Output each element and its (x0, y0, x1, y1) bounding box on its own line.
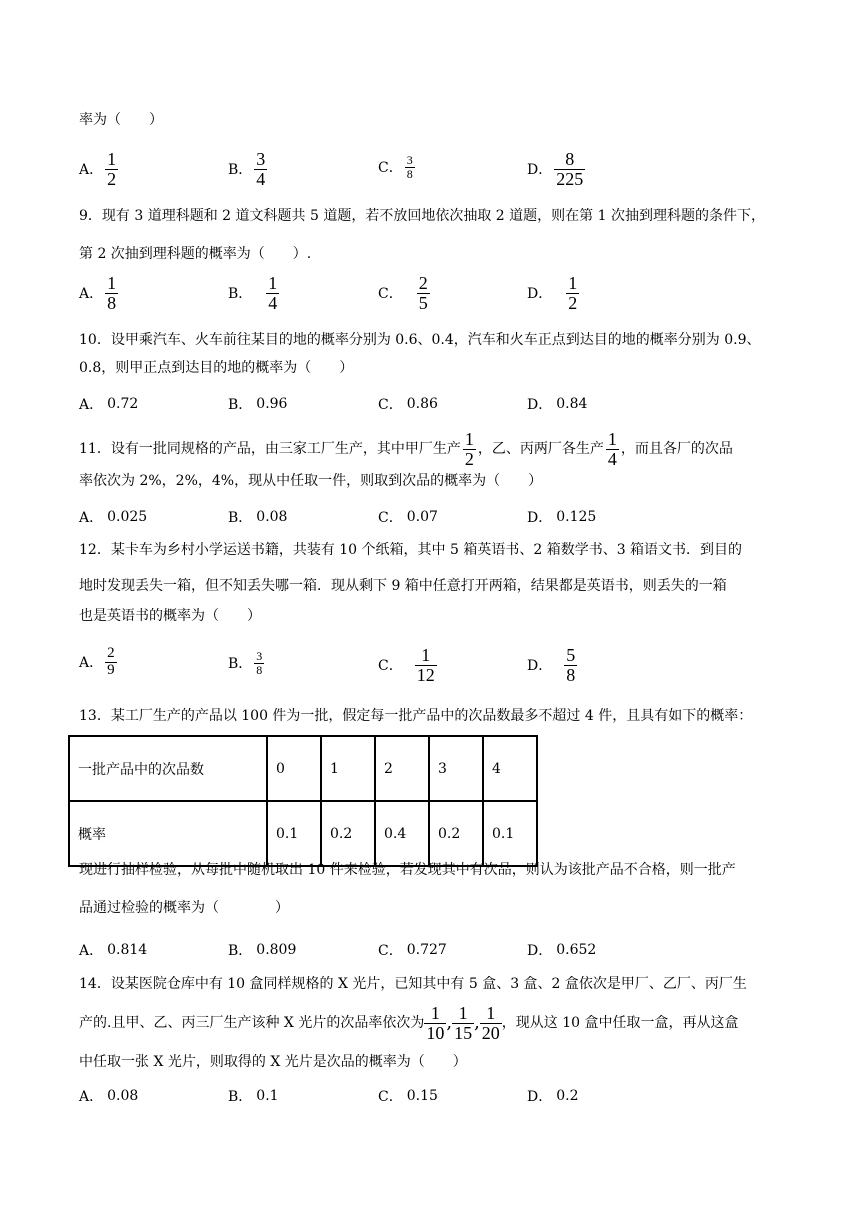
table-cell: 1 (321, 736, 375, 801)
table-cell: 0 (267, 736, 321, 801)
option-value: 0.652 (556, 942, 597, 958)
q13-stem-line3: 品通过检验的概率为（ ） (79, 900, 289, 916)
fraction: $\frac{1}{8}$ (107, 273, 117, 313)
q14-stem-line1: 14．设某医院仓库中有 10 盒同样规格的 X 光片，已知其中有 5 盒、3 盒、2 盒依次是甲厂、乙厂、丙厂生 (79, 976, 747, 992)
q13-option-c[interactable] (378, 940, 447, 960)
q9-option-d[interactable] (527, 274, 581, 313)
q8-tail: 率为（ ） (79, 112, 163, 128)
option-label: B． (228, 397, 253, 413)
fraction: $\frac{1}{10}$ (426, 1003, 445, 1043)
table-row (69, 736, 537, 801)
fraction: $\frac{2}{9}$ (107, 645, 115, 678)
fraction: $\frac{1}{2}$ (107, 149, 117, 189)
text: , (474, 1012, 480, 1034)
q9-stem-line2: 第 2 次抽到理科题的概率为（ ）. (79, 246, 312, 262)
option-label: A． (79, 943, 104, 959)
q13-stem-line1: 13．某工厂生产的产品以 100 件为一批，假定每一批产品中的次品数最多不超过 4 件，且具有如下的概率： (79, 708, 753, 724)
q12-stem-line3: 也是英语书的概率为（ ） (79, 608, 261, 624)
option-value: 0.86 (406, 396, 438, 412)
table-cell: 3 (429, 736, 483, 801)
q11-option-c[interactable] (378, 507, 438, 527)
q9-option-a[interactable] (79, 274, 120, 313)
text: , (446, 1012, 453, 1034)
option-value: 0.72 (107, 396, 139, 412)
option-label: C． (378, 510, 403, 526)
option-value: 0.07 (406, 509, 438, 525)
option-label: C． (378, 943, 403, 959)
option-label: D． (527, 943, 553, 959)
q11-option-d[interactable] (527, 507, 596, 527)
option-label: A． (79, 1089, 104, 1105)
option-label: D． (527, 397, 553, 413)
table-cell: 0.4 (375, 801, 429, 866)
option-label: A． (79, 655, 104, 672)
option-value: 0.025 (107, 509, 148, 525)
q14-option-d[interactable] (527, 1086, 579, 1106)
q11-option-a[interactable] (79, 507, 147, 527)
text: ，而且各厂的次品 (620, 441, 733, 458)
q10-stem-line2: 0.8，则甲正点到达目的地的概率为（ ） (79, 360, 354, 376)
q10-option-c[interactable] (378, 394, 438, 414)
q14-stem-line3: 中任取一张 X 光片，则取得的 X 光片是次品的概率为（ ） (79, 1054, 467, 1070)
option-label: B． (228, 656, 253, 673)
q8-option-a[interactable] (79, 150, 120, 189)
option-label: C． (378, 397, 403, 413)
option-label: B． (228, 510, 253, 526)
q12-stem-line1: 12．某卡车为乡村小学运送书籍，共装有 10 个纸箱，其中 5 箱英语书、2 箱数学书、3 箱语文书．到目的 (79, 542, 743, 558)
q12-option-d[interactable] (527, 646, 579, 685)
text: ，乙、丙两厂各生产 (477, 441, 604, 458)
q13-option-a[interactable] (79, 940, 147, 960)
q9-option-b[interactable] (228, 274, 281, 313)
q12-option-a[interactable] (79, 646, 119, 679)
fraction: $\frac{3}{8}$ (256, 649, 263, 677)
fraction: $\frac{2}{5}$ (418, 273, 428, 313)
option-value: 0.1 (256, 1088, 279, 1104)
q14-option-c[interactable] (378, 1086, 438, 1106)
table-cell: 0.2 (429, 801, 483, 866)
table-row (69, 801, 537, 866)
table-row-header: 概率 (69, 801, 267, 866)
fraction: $\frac{1}{4}$ (607, 429, 617, 469)
option-label: C． (378, 286, 403, 303)
q11-stem-line2: 率依次为 2%，2%，4%，现从中任取一件，则取到次品的概率为（ ） (79, 473, 543, 489)
table-cell: 0.2 (321, 801, 375, 866)
table-cell: 0.1 (483, 801, 537, 866)
fraction: $\frac{1}{2}$ (568, 273, 578, 313)
q12-option-c[interactable] (378, 646, 439, 685)
fraction: $\frac{5}{8}$ (566, 645, 576, 685)
option-value: 0.15 (406, 1088, 438, 1104)
q12-option-b[interactable] (228, 650, 266, 676)
option-label: D． (527, 286, 553, 303)
fraction: $\frac{1}{15}$ (454, 1003, 473, 1043)
option-label: B． (228, 943, 253, 959)
q9-stem-line1: 9．现有 3 道理科题和 2 道文科题共 5 道题，若不放回地依次抽取 2 道题，则在第 1 次抽到理科题的条件下， (79, 208, 765, 224)
option-label: A． (79, 162, 104, 179)
option-value: 0.2 (556, 1088, 579, 1104)
option-label: C． (378, 160, 403, 177)
q14-stem-line2 (79, 1004, 739, 1043)
q8-option-d[interactable] (527, 150, 587, 189)
option-label: D． (527, 658, 553, 675)
q10-option-d[interactable] (527, 394, 587, 414)
option-label: B． (228, 286, 253, 303)
q13-option-b[interactable] (228, 940, 296, 960)
fraction: $\frac{1}{2}$ (464, 429, 474, 469)
option-label: C． (378, 1089, 403, 1105)
text: 产的.且甲、乙、丙三厂生产该种 X 光片的次品率依次为 (79, 1015, 425, 1032)
q8-option-c[interactable] (378, 154, 417, 180)
option-value: 0.814 (107, 942, 148, 958)
q9-option-c[interactable] (378, 274, 432, 313)
option-value: 0.809 (256, 942, 297, 958)
q8-option-b[interactable] (228, 150, 269, 189)
option-value: 0.08 (256, 509, 288, 525)
q11-stem-line1 (79, 430, 733, 469)
fraction: $\frac{3}{4}$ (256, 149, 266, 189)
fraction: $\frac{8}{225}$ (556, 149, 584, 189)
table-cell: 2 (375, 736, 429, 801)
option-label: B． (228, 162, 253, 179)
q13-option-d[interactable] (527, 940, 596, 960)
option-label: A． (79, 286, 104, 303)
probability-table (68, 735, 538, 867)
option-value: 0.08 (107, 1088, 139, 1104)
text: ，现从这 10 盒中任取一盒，再从这盒 (501, 1015, 739, 1032)
q10-option-a[interactable] (79, 394, 138, 414)
q11-option-b[interactable] (228, 507, 287, 527)
q10-stem-line1: 10．设甲乘汽车、火车前往某目的地的概率分别为 0.6、0.4，汽车和火车正点到达目的地的概率分别为 0.9、 (79, 332, 761, 348)
q14-option-b[interactable] (228, 1086, 279, 1106)
fraction: $\frac{1}{4}$ (268, 273, 278, 313)
option-value: 0.727 (406, 942, 447, 958)
fraction: $\frac{3}{8}$ (406, 153, 413, 181)
option-label: A． (79, 510, 104, 526)
q12-stem-line2: 地时发现丢失一箱，但不知丢失哪一箱．现从剩下 9 箱中任意打开两箱，结果都是英语书，则丢失的一箱 (79, 578, 727, 594)
option-value: 0.125 (556, 509, 597, 525)
option-label: D． (527, 510, 553, 526)
option-label: C． (378, 658, 403, 675)
option-label: B． (228, 1089, 253, 1105)
option-value: 0.84 (556, 396, 588, 412)
q14-option-a[interactable] (79, 1086, 138, 1106)
fraction: $\frac{1}{20}$ (481, 1003, 500, 1043)
fraction: $\frac{1}{12}$ (416, 645, 435, 685)
table-cell: 4 (483, 736, 537, 801)
option-label: D． (527, 1089, 553, 1105)
text: 11．设有一批同规格的产品，由三家工厂生产，其中甲厂生产 (79, 441, 461, 458)
option-value: 0.96 (256, 396, 288, 412)
option-label: D． (527, 162, 553, 179)
option-label: A． (79, 397, 104, 413)
q13-stem-line2: 现进行抽样检验，从每批中随机取出 10 件来检验，若发现其中有次品，则认为该批产品不合格，则一批产 (79, 862, 736, 878)
table-cell: 0.1 (267, 801, 321, 866)
table-row-header: 一批产品中的次品数 (69, 736, 267, 801)
q10-option-b[interactable] (228, 394, 287, 414)
